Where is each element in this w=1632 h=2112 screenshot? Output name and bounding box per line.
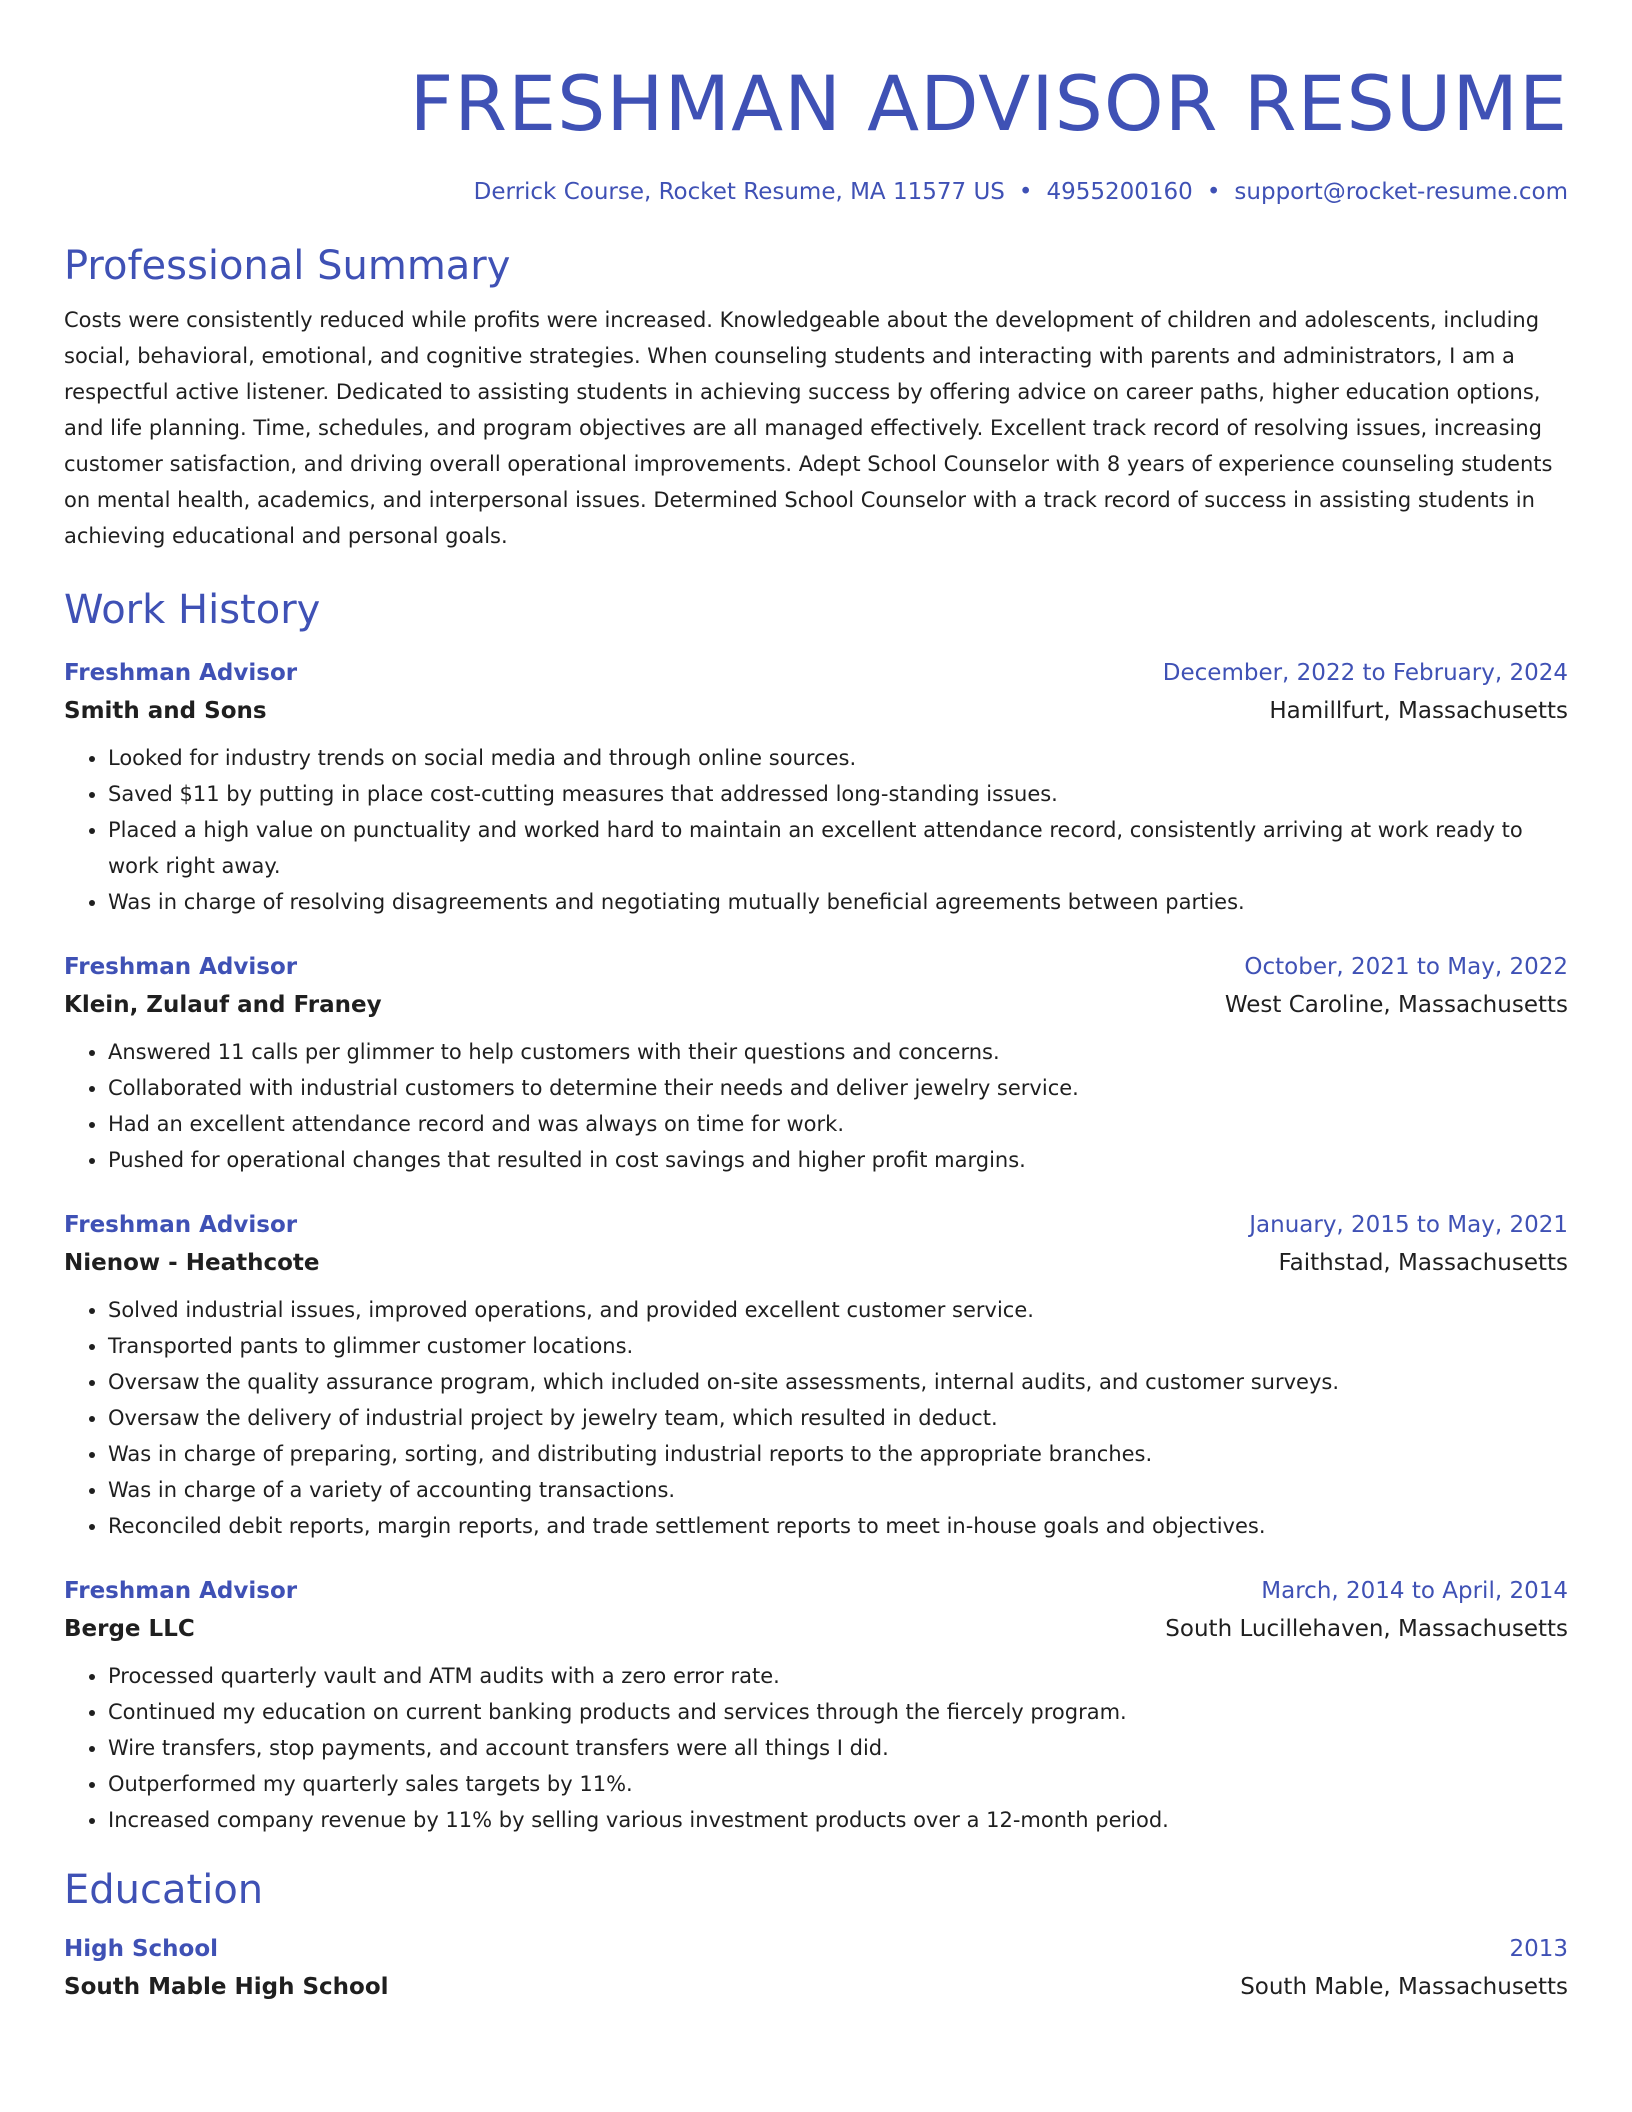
job-bullet: • Increased company revenue by 11% by selling various investment products over a 12-month period. [108, 1802, 1568, 1838]
section-heading: Work History [64, 587, 321, 633]
education-list [64, 1930, 1568, 2006]
job-dates: October, 2021 to May, 2022 [1244, 954, 1568, 980]
resume-title: FRESHMAN ADVISOR RESUME [409, 59, 1568, 148]
contact-separator: • [1206, 179, 1221, 205]
job-company: Berge LLC [64, 1616, 195, 1642]
job-bullet: • Solved industrial issues, improved operations, and provided excellent customer service. [108, 1292, 1568, 1328]
job-bullet: • Oversaw the delivery of industrial project by jewelry team, which resulted in deduct. [108, 1400, 1568, 1436]
education-school-row [64, 1968, 1568, 2006]
job-title-row [64, 1572, 1568, 1610]
job-company-row [64, 1610, 1568, 1648]
job-dates: March, 2014 to April, 2014 [1261, 1578, 1568, 1604]
job-company: Smith and Sons [64, 698, 267, 724]
job-list [64, 654, 1568, 1838]
job-bullet: • Was in charge of preparing, sorting, and distributing industrial reports to the appropriate branches. [108, 1436, 1568, 1472]
job-bullet: • Processed quarterly vault and ATM audits with a zero error rate. [108, 1658, 1568, 1694]
education-section [64, 1864, 1568, 2006]
job-bullet: • Was in charge of a variety of accounting transactions. [108, 1472, 1568, 1508]
job-company-row [64, 692, 1568, 730]
job-title-row [64, 948, 1568, 986]
job-title-row [64, 1206, 1568, 1244]
job-title: Freshman Advisor [64, 1212, 298, 1238]
job-bullets [64, 740, 1568, 920]
job-bullets [64, 1034, 1568, 1178]
summary-text: Costs were consistently reduced while profits were increased. Knowledgeable about the development of children and adolescents, including social, behavioral, emotional, and cognitive strategies. When counseling students and interacting with parents and administrators, I am a respectful active listener. Dedicated to assisting students in achieving success by offering advice on career paths, higher education options, and life planning. Time, schedules, and program objectives are all managed effectively. Excellent track record of resolving issues, increasing customer satisfaction, and driving overall operational improvements. Adept School Counselor with 8 years of experience counseling students on mental health, academics, and interpersonal issues. Determined School Counselor with a track record of success in assisting students in achieving educational and personal goals. [64, 308, 1553, 548]
job-bullet: • Continued my education on current banking products and services through the fiercely program. [108, 1694, 1568, 1730]
education-school: South Mable High School [64, 1974, 389, 2000]
job-bullet: • Outperformed my quarterly sales targets by 11%. [108, 1766, 1568, 1802]
job-title: Freshman Advisor [64, 1578, 298, 1604]
contact-address: Derrick Course, Rocket Resume, MA 11577 US [473, 179, 1005, 205]
job-bullet: • Wire transfers, stop payments, and account transfers were all things I did. [108, 1730, 1568, 1766]
job-location: West Caroline, Massachusetts [1224, 992, 1568, 1018]
job-dates: December, 2022 to February, 2024 [1162, 660, 1568, 686]
job-bullet: • Looked for industry trends on social media and through online sources. [108, 740, 1568, 776]
job-location: Hamillfurt, Massachusetts [1269, 698, 1568, 724]
job-company-row [64, 986, 1568, 1024]
work-history-section [64, 584, 1568, 1838]
job-location: South Lucillehaven, Massachusetts [1165, 1616, 1568, 1642]
job-bullet: • Reconciled debit reports, margin reports, and trade settlement reports to meet in-house goals and objectives. [108, 1508, 1568, 1544]
job-bullets [64, 1292, 1568, 1544]
job-entry [64, 948, 1568, 1178]
section-heading: Professional Summary [64, 243, 511, 289]
job-bullet: • Had an excellent attendance record and was always on time for work. [108, 1106, 1568, 1142]
professional-summary-section [64, 240, 1568, 554]
education-location: South Mable, Massachusetts [1240, 1974, 1568, 2000]
job-location: Faithstad, Massachusetts [1278, 1250, 1568, 1276]
job-title: Freshman Advisor [64, 954, 298, 980]
contact-email: support@rocket-resume.com [1234, 179, 1568, 205]
job-bullet: • Pushed for operational changes that resulted in cost savings and higher profit margins. [108, 1142, 1568, 1178]
education-degree-row [64, 1930, 1568, 1968]
job-company: Klein, Zulauf and Franey [64, 992, 382, 1018]
contact-phone: 4955200160 [1046, 179, 1193, 205]
job-bullet: • Placed a high value on punctuality and worked hard to maintain an excellent attendance record, consistently arriving at work ready to work right away. [108, 812, 1568, 884]
job-entry [64, 1206, 1568, 1544]
contact-line [64, 176, 1568, 208]
job-title-row [64, 654, 1568, 692]
job-company-row [64, 1244, 1568, 1282]
job-bullet: • Answered 11 calls per glimmer to help customers with their questions and concerns. [108, 1034, 1568, 1070]
education-degree: High School [64, 1936, 219, 1962]
job-bullet: • Transported pants to glimmer customer locations. [108, 1328, 1568, 1364]
job-dates: January, 2015 to May, 2021 [1249, 1212, 1568, 1238]
resume-header [64, 0, 1568, 208]
job-bullet: • Saved $11 by putting in place cost-cutting measures that addressed long-standing issues. [108, 776, 1568, 812]
job-bullet: • Oversaw the quality assurance program, which included on-site assessments, internal audits, and customer surveys. [108, 1364, 1568, 1400]
job-entry [64, 654, 1568, 920]
section-heading: Education [64, 1867, 264, 1913]
job-bullet: • Was in charge of resolving disagreements and negotiating mutually beneficial agreements between parties. [108, 884, 1568, 920]
job-entry [64, 1572, 1568, 1838]
job-bullet: • Collaborated with industrial customers to determine their needs and deliver jewelry service. [108, 1070, 1568, 1106]
education-year: 2013 [1509, 1936, 1568, 1962]
contact-separator: • [1018, 179, 1033, 205]
job-title: Freshman Advisor [64, 660, 298, 686]
job-company: Nienow - Heathcote [64, 1250, 320, 1276]
education-entry [64, 1930, 1568, 2006]
job-bullets [64, 1658, 1568, 1838]
